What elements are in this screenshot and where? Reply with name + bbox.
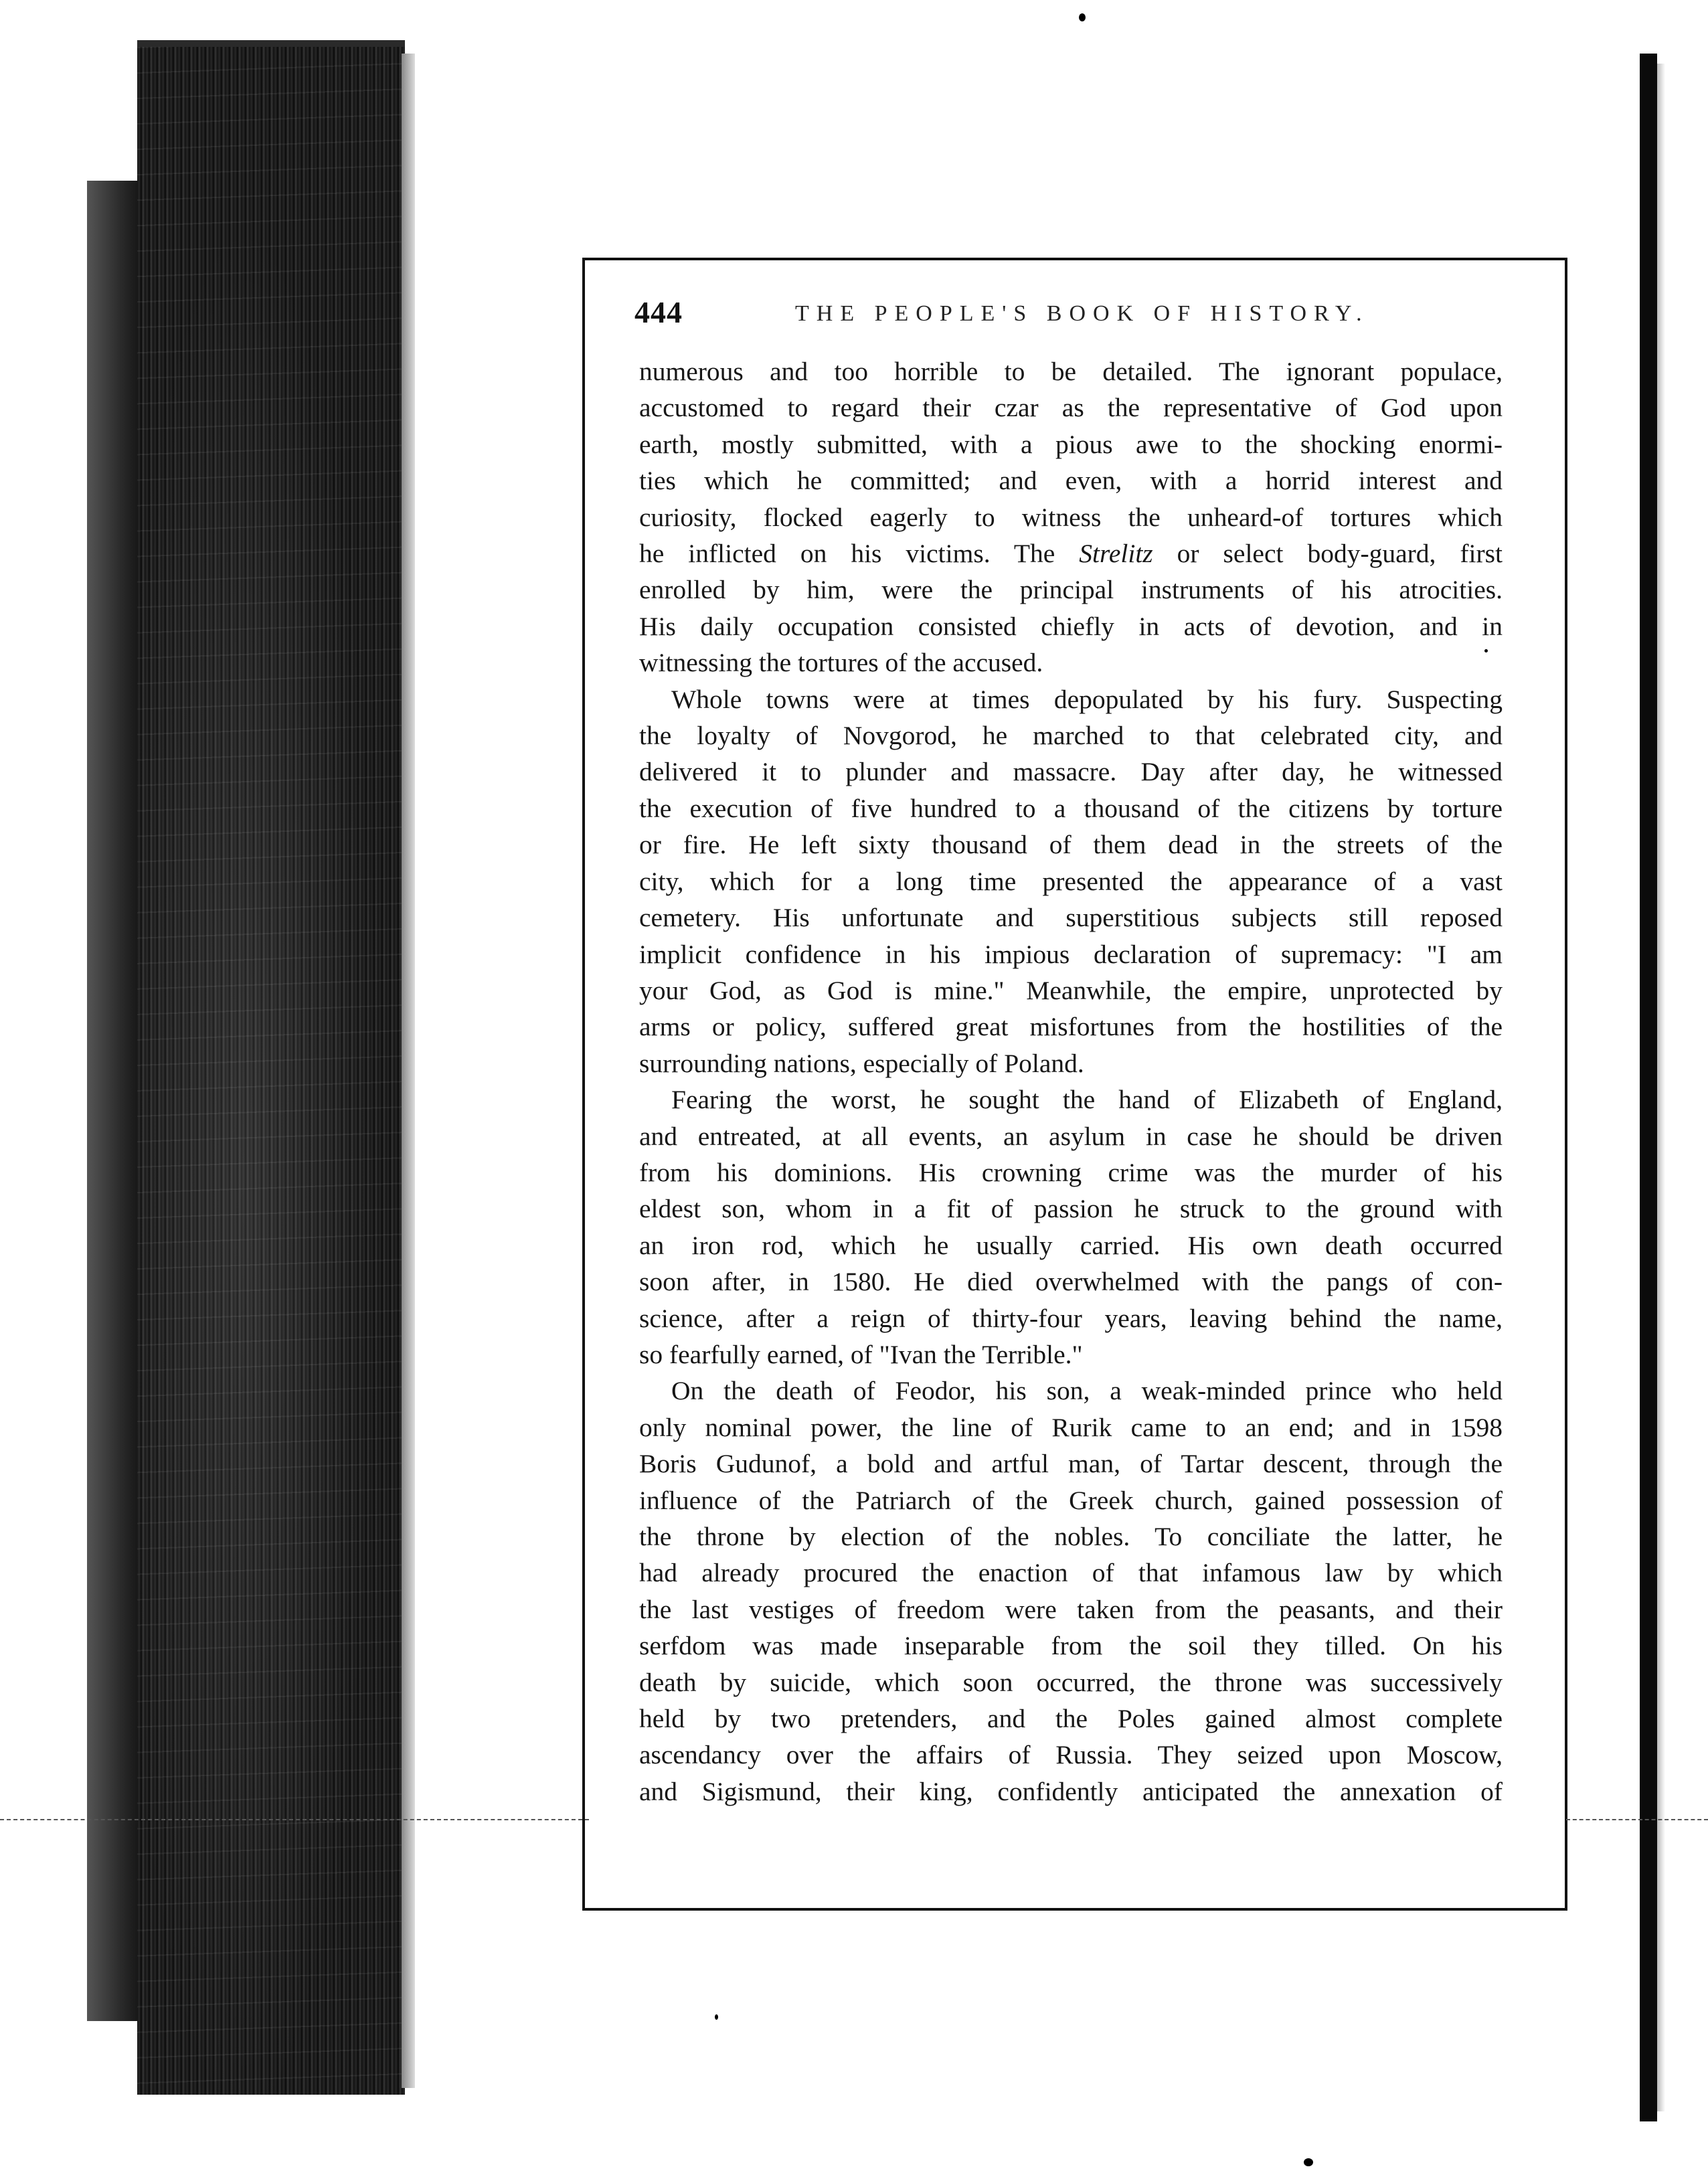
text-line: arms or policy, suffered great misfortunes from the hostilities of the (639, 1012, 1503, 1042)
italic-term: Strelitz (1079, 539, 1153, 569)
book-shadow (87, 181, 144, 2021)
text-line: implicit confidence in his impious declaration of supremacy: "I am (639, 939, 1503, 969)
text-line: and Sigismund, their king, confidently anticipated the annexation of (639, 1776, 1503, 1806)
text-line: held by two pretenders, and the Poles gained almost complete (639, 1704, 1503, 1734)
text-line: so fearfully earned, of "Ivan the Terrible." (639, 1339, 1083, 1369)
text-line: ascendancy over the affairs of Russia. They seized upon Moscow, (639, 1740, 1503, 1770)
page-header (634, 294, 1505, 341)
text-segment: he inflicted on his victims. The (639, 539, 1055, 569)
text-line: eldest son, whom in a fit of passion he struck to the ground with (639, 1194, 1503, 1224)
running-title: THE PEOPLE'S BOOK OF HISTORY. (795, 301, 1369, 326)
text-line: curiosity, flocked eagerly to witness the unheard-of tortures which (639, 502, 1503, 532)
text-line: delivered it to plunder and massacre. Day after day, he witnessed (639, 757, 1503, 787)
text-line: Boris Gudunof, a bold and artful man, of Tartar descent, through the (639, 1449, 1503, 1479)
page-edges-right (1640, 54, 1657, 2121)
paragraph-start: Whole towns were at times depopulated by his fury. Suspecting (671, 684, 1503, 714)
text-line: death by suicide, which soon occurred, the throne was successively (639, 1667, 1503, 1697)
paragraph-start: Fearing the worst, he sought the hand of Elizabeth of England, (671, 1085, 1503, 1115)
text-line: the execution of five hundred to a thousand of the citizens by torture (639, 793, 1503, 823)
text-line: your God, as God is mine." Meanwhile, the empire, unprotected by (639, 975, 1503, 1005)
text-line: the throne by election of the nobles. To conciliate the latter, he (639, 1522, 1503, 1551)
text-line: city, which for a long time presented the appearance of a vast (639, 866, 1503, 896)
page-number: 444 (634, 295, 683, 329)
text-line: numerous and too horrible to be detailed. The ignorant populace, (639, 357, 1503, 386)
scan-speck (715, 2014, 718, 2020)
page-edges-left (137, 47, 405, 2095)
page-text (639, 353, 1503, 1810)
text-line: only nominal power, the line of Rurik came to an end; and in 1598 (639, 1412, 1503, 1442)
scan-artifact-line (1566, 1819, 1708, 1822)
text-line: accustomed to regard their czar as the representative of God upon (639, 393, 1503, 423)
scan-speck (1484, 649, 1488, 652)
scan-speck (1304, 2158, 1313, 2166)
paragraph-start: On the death of Feodor, his son, a weak-minded prince who held (671, 1376, 1503, 1406)
text-line: surrounding nations, especially of Poland. (639, 1048, 1084, 1078)
text-line: the last vestiges of freedom were taken from the peasants, and their (639, 1594, 1503, 1624)
text-line: had already procured the enaction of that infamous law by which (639, 1558, 1503, 1588)
text-line-mixed (639, 535, 1503, 572)
text-line: and entreated, at all events, an asylum in case he should be driven (639, 1121, 1503, 1151)
page-gutter (402, 54, 415, 2088)
text-line: ties which he committed; and even, with a horrid interest and (639, 466, 1503, 496)
text-line: witnessing the tortures of the accused. (639, 648, 1043, 678)
text-line: cemetery. His unfortunate and superstitious subjects still reposed (639, 903, 1503, 933)
text-line: or fire. He left sixty thousand of them dead in the streets of the (639, 830, 1503, 860)
text-line: serfdom was made inseparable from the soil they tilled. On his (639, 1631, 1503, 1661)
text-line: soon after, in 1580. He died overwhelmed with the pangs of con- (639, 1267, 1503, 1297)
text-line: His daily occupation consisted chiefly in acts of devotion, and in (639, 611, 1503, 641)
text-line: from his dominions. His crowning crime was the murder of his (639, 1157, 1503, 1187)
text-line: earth, mostly submitted, with a pious awe to the shocking enormi- (639, 429, 1503, 459)
scan-speck (1079, 13, 1086, 21)
text-segment: or select body-guard, first (1177, 539, 1503, 569)
text-line: the loyalty of Novgorod, he marched to that celebrated city, and (639, 721, 1503, 751)
scan-artifact-line (0, 1819, 589, 1822)
text-line: influence of the Patriarch of the Greek church, gained possession of (639, 1485, 1503, 1515)
text-line: an iron rod, which he usually carried. His own death occurred (639, 1230, 1503, 1260)
page-edge-highlight (1657, 64, 1665, 2111)
text-line: science, after a reign of thirty-four years, leaving behind the name, (639, 1303, 1503, 1333)
text-line: enrolled by him, were the principal instruments of his atrocities. (639, 575, 1503, 605)
